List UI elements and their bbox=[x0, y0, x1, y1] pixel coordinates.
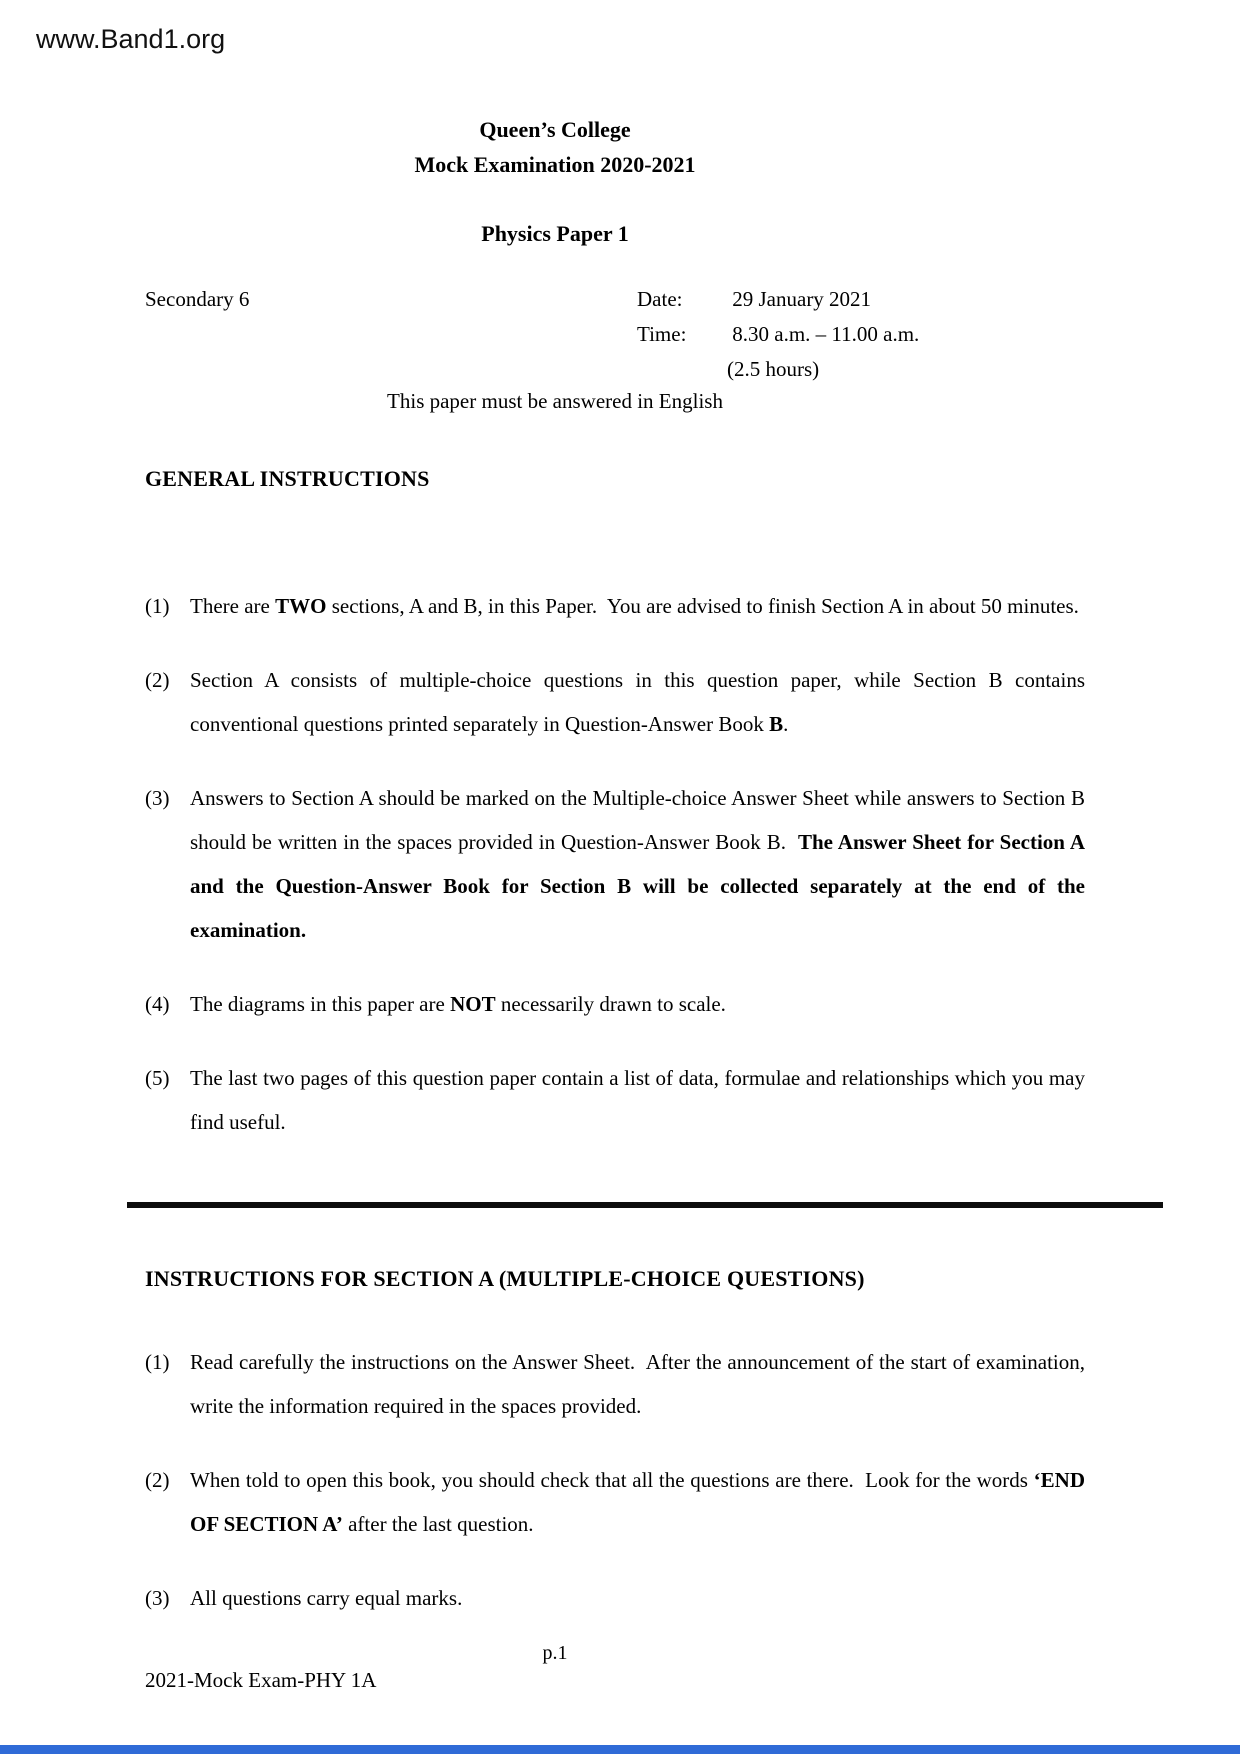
item-text: Read carefully the instructions on the Answer Sheet. After the announcement of the start of examination, write the information required in the spaces provided. bbox=[190, 1350, 1085, 1418]
item-number: (3) bbox=[145, 786, 170, 810]
instruction-item bbox=[145, 1056, 1085, 1144]
item-text: When told to open this book, you should check that all the questions are there. Look for the words ‘END OF SECTION A’ after the last question. bbox=[190, 1468, 1085, 1536]
doc-code: 2021-Mock Exam-PHY 1A bbox=[145, 1668, 377, 1692]
item-number: (2) bbox=[145, 1468, 170, 1492]
title-block bbox=[0, 112, 1110, 251]
instruction-item bbox=[145, 982, 1085, 1026]
time-label: Time: bbox=[637, 322, 687, 346]
instruction-item bbox=[145, 584, 1085, 628]
item-text: The diagrams in this paper are NOT necessarily drawn to scale. bbox=[190, 992, 726, 1016]
item-number: (5) bbox=[145, 1066, 170, 1090]
date-label: Date: bbox=[637, 287, 683, 311]
item-text: Answers to Section A should be marked on the Multiple-choice Answer Sheet while answers to Section B should be written in the spaces provided in Question-Answer Book B. The Answer Sheet for Section A and the Question-Answer Book for Section B will be collected separately at the end of the examination. bbox=[190, 786, 1085, 942]
watermark-text: www.Band1.org bbox=[36, 24, 226, 54]
item-text: There are TWO sections, A and B, in this Paper. You are advised to finish Section A in about 50 minutes. bbox=[190, 594, 1079, 618]
bottom-bar bbox=[0, 1745, 1240, 1754]
section-a-heading: INSTRUCTIONS FOR SECTION A (MULTIPLE-CHOICE QUESTIONS) bbox=[145, 1266, 865, 1291]
item-number: (1) bbox=[145, 594, 170, 618]
item-text: The last two pages of this question paper contain a list of data, formulae and relationships which you may find useful. bbox=[190, 1066, 1085, 1134]
item-text: Section A consists of multiple-choice questions in this question paper, while Section B contains conventional questions printed separately in Question-Answer Book B. bbox=[190, 668, 1085, 736]
general-instructions-heading: GENERAL INSTRUCTIONS bbox=[145, 466, 430, 491]
instruction-item bbox=[145, 776, 1085, 952]
page-number: p.1 bbox=[542, 1642, 568, 1664]
section-a-instructions-list bbox=[145, 1340, 1085, 1650]
time-row bbox=[637, 322, 919, 347]
exam-title: Mock Examination 2020-2021 bbox=[414, 152, 696, 177]
duration: (2.5 hours) bbox=[727, 357, 820, 381]
item-number: (3) bbox=[145, 1586, 170, 1610]
instruction-item bbox=[145, 1458, 1085, 1546]
date-row bbox=[637, 287, 871, 312]
item-number: (1) bbox=[145, 1350, 170, 1374]
instruction-item bbox=[145, 1576, 1085, 1620]
instruction-item bbox=[145, 1340, 1085, 1428]
school-name: Queen’s College bbox=[479, 117, 631, 142]
date-value: 29 January 2021 bbox=[732, 287, 872, 311]
instruction-item bbox=[145, 658, 1085, 746]
general-instructions-list bbox=[145, 584, 1085, 1174]
item-number: (4) bbox=[145, 992, 170, 1016]
class-name: Secondary 6 bbox=[145, 287, 250, 311]
time-value: 8.30 a.m. – 11.00 a.m. bbox=[732, 322, 920, 346]
language-note: This paper must be answered in English bbox=[387, 389, 723, 413]
item-number: (2) bbox=[145, 668, 170, 692]
paper-title: Physics Paper 1 bbox=[481, 221, 629, 246]
item-text: All questions carry equal marks. bbox=[190, 1586, 463, 1610]
section-divider bbox=[127, 1202, 1163, 1208]
